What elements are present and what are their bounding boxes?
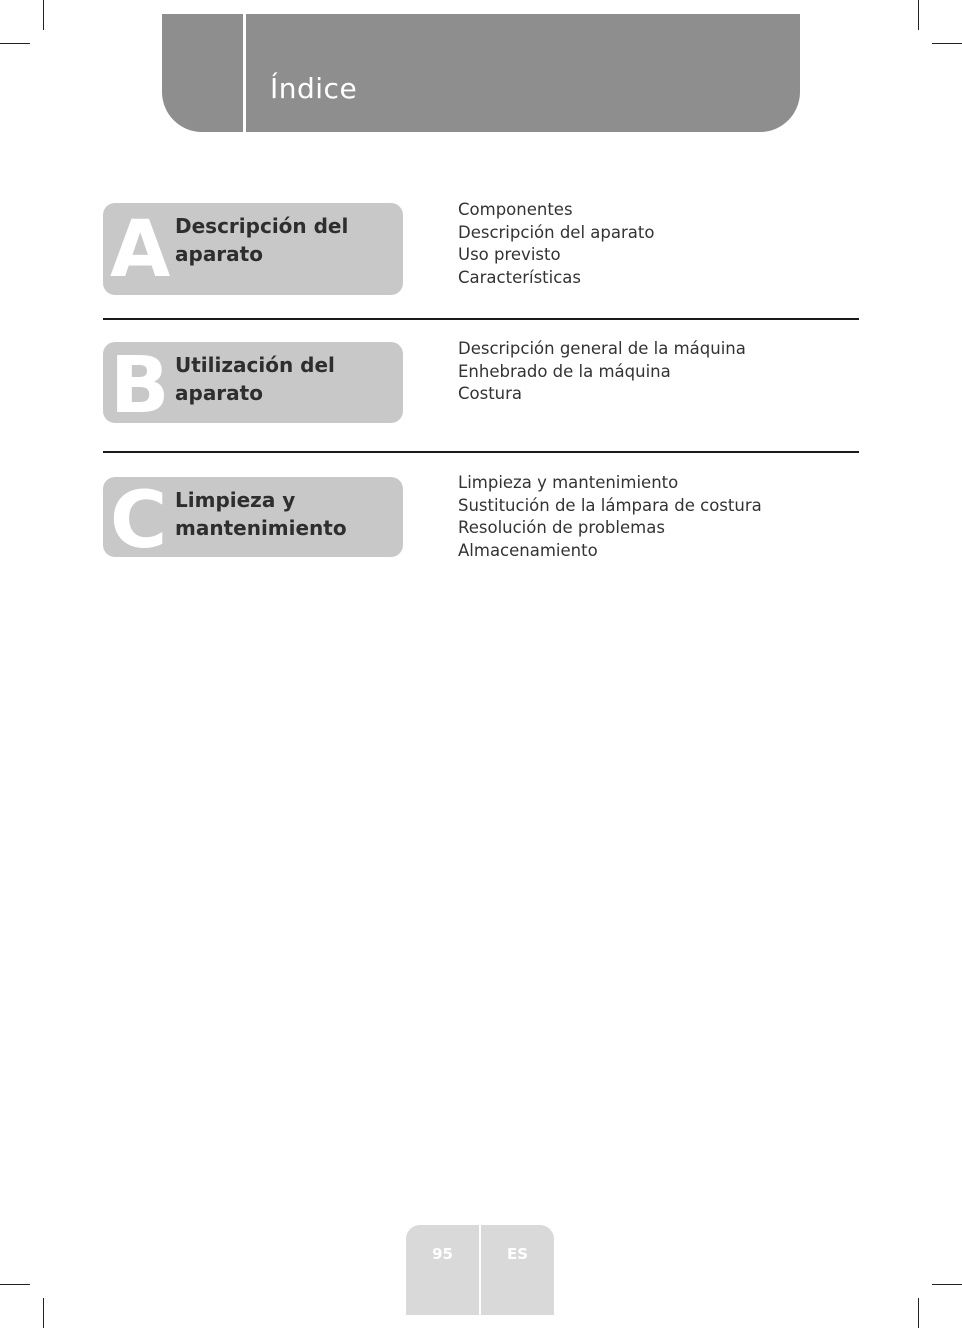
section-b-box xyxy=(103,342,403,423)
crop-mark xyxy=(43,1298,44,1328)
crop-mark xyxy=(932,43,962,44)
crop-mark xyxy=(932,1284,962,1285)
crop-mark xyxy=(918,0,919,30)
topic-item: Resolución de problemas xyxy=(458,518,665,538)
section-title: Limpieza y mantenimiento xyxy=(175,488,347,540)
section-divider xyxy=(103,451,859,453)
page-number: 95 xyxy=(406,1225,479,1315)
section-c-box xyxy=(103,477,403,557)
header-divider xyxy=(243,14,246,132)
section-letter: B xyxy=(110,342,170,423)
page-header xyxy=(162,14,800,132)
topic-item: Sustitución de la lámpara de costura xyxy=(458,495,762,515)
section-divider xyxy=(103,318,859,320)
crop-mark xyxy=(0,43,30,44)
section-a-topics xyxy=(458,199,654,289)
section-c-topics xyxy=(458,472,762,562)
topic-item: Componentes xyxy=(458,200,573,219)
topic-item: Descripción general de la máquina xyxy=(458,339,746,358)
crop-mark xyxy=(918,1298,919,1328)
topic-item: Costura xyxy=(458,384,523,404)
section-title: Descripción del aparato xyxy=(175,214,349,266)
topic-item: Enhebrado de la máquina xyxy=(458,361,671,381)
crop-mark xyxy=(0,1284,30,1285)
topic-item: Uso previsto xyxy=(458,245,561,265)
topic-item: Limpieza y mantenimiento xyxy=(458,473,679,492)
topic-item: Características xyxy=(458,267,582,287)
section-a-box xyxy=(103,203,403,295)
crop-mark xyxy=(43,0,44,30)
section-title: Utilización del aparato xyxy=(175,353,335,405)
section-letter: C xyxy=(110,477,168,557)
page-title: Índice xyxy=(270,72,358,105)
language-code: ES xyxy=(481,1225,554,1315)
topic-item: Descripción del aparato xyxy=(458,222,655,242)
section-b-topics xyxy=(458,338,746,406)
section-letter: A xyxy=(110,205,171,295)
topic-item: Almacenamiento xyxy=(458,540,598,560)
